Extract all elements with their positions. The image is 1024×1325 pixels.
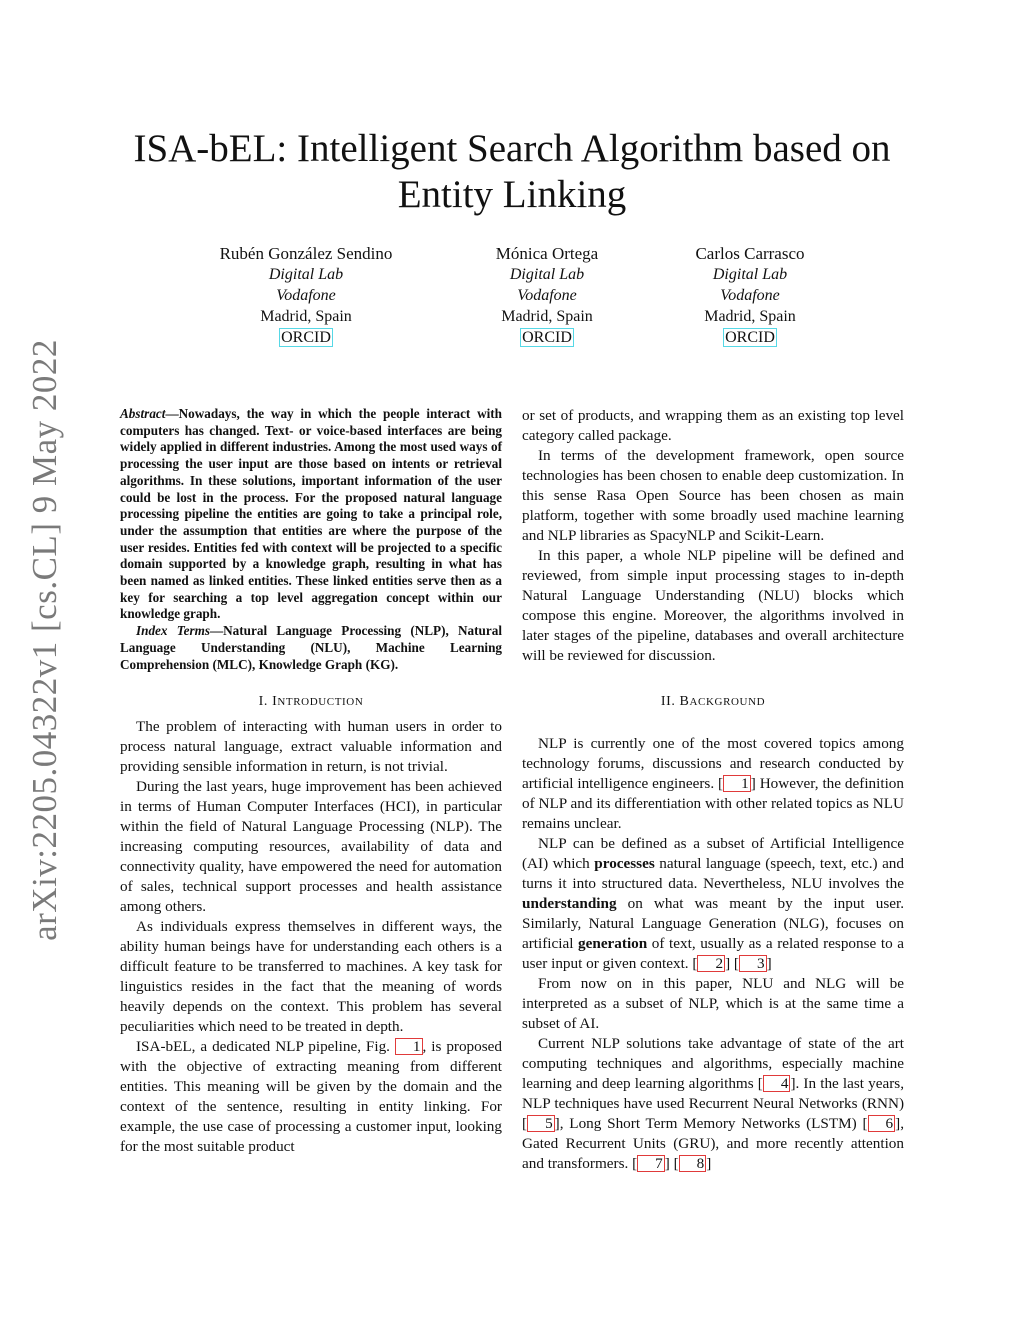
author-location: Madrid, Spain — [704, 308, 796, 325]
paragraph: In terms of the development framework, open source technologies has been chosen to enable deep customization. In this sense Rasa Open Source has been chosen as main platform, together with some broadly used machine learning and NLP libraries as SpacyNLP and Scikit-Learn. — [522, 447, 904, 544]
index-terms-text: —Natural Language Processing (NLP), Natural Language Understanding (NLU), Machine Learning Comprehension (MLC), Knowledge Graph (KG). — [120, 623, 502, 672]
author-name: Rubén González Sendino — [219, 244, 393, 263]
section-number: II. — [660, 694, 676, 709]
paragraph: Current NLP solutions take advantage of state of the art computing techniques and algorithms, especially machine learning and deep learning algorithms [ 4 ]. In the last years, NLP techniques have used Recurrent Neural Networks (RNN) [ 5 ], Long Short Term Memory Networks (LSTM) [ 6 ], Gated Recurrent Units (GRU), and more recently attention and transformers. [ 7 ] [ 8 ] — [522, 1035, 904, 1172]
citation-reference[interactable]: 7 — [637, 1155, 665, 1172]
orcid-link[interactable]: ORCID — [725, 329, 775, 346]
author-department: Digital Lab — [268, 266, 344, 283]
author-organization: Vodafone — [517, 287, 577, 304]
author-name: Mónica Ortega — [495, 244, 599, 263]
orcid-link[interactable]: ORCID — [281, 329, 331, 346]
author-location: Madrid, Spain — [260, 308, 352, 325]
section-title-cap: B — [679, 694, 690, 709]
paragraph: or set of products, and wrapping them as an existing top level category called package. — [522, 407, 904, 444]
citation-reference[interactable]: 1 — [723, 775, 751, 792]
orcid-link[interactable]: ORCID — [522, 329, 572, 346]
bold-term: processes — [594, 855, 655, 872]
index-terms — [120, 623, 502, 673]
author-block — [630, 243, 870, 348]
paragraph: During the last years, huge improvement has been achieved in terms of Human Computer Interfaces (HCI), in particular within the field of Natural Language Processing (NLP). The increasing computing resources, availability of data and connectivity quality, have empowered the need for automation of sales, technical support processes and health assistance among others. — [120, 778, 502, 916]
paragraph: The problem of interacting with human users in order to process natural language, extract valuable information and providing sensible information in return, is not trivial. — [120, 718, 502, 776]
paragraph — [120, 1037, 502, 1157]
text-run: ISA-bEL, a dedicated NLP pipeline, Fig. — [136, 1038, 395, 1056]
author-location: Madrid, Spain — [501, 308, 593, 325]
text-run: NLP is currently one of the most covered topics among technology forums, discussions and research conducted by artificial intelligence engineers. — [522, 735, 904, 792]
author-department: Digital Lab — [509, 266, 585, 283]
section-heading-introduction — [120, 692, 502, 712]
text-run: , Long Short Term Memory Networks (LSTM) — [559, 1115, 863, 1132]
citation-reference[interactable]: 3 — [739, 955, 767, 972]
paragraph: In this paper, a whole NLP pipeline will be defined and reviewed, from simple input processing stages to in-depth Natural Language Understanding (NLU) blocks which compose this engine. Moreover, the algorithms involved in later stages of the pipeline, databases and overall architecture will be reviewed for discussion. — [522, 547, 904, 664]
text-run: . In the last years, NLP techniques have used Recurrent Neural Networks (RNN) — [522, 1075, 904, 1112]
text-run: Current NLP solutions take advantage of state of the art computing techniques and algorithms, especially machine learning and deep learning algorithms — [522, 1035, 904, 1092]
text-run: , is proposed with the objective of extracting meaning from different entities. This meaning will be given by the domain and the context of the sentence, resulting in entity linking. For example, the use case of processing a customer input, looking for the most suitable product — [120, 1038, 502, 1156]
right-column — [522, 406, 904, 1174]
section-title-rest: NTRODUCTION — [277, 696, 364, 709]
citation-reference[interactable]: 8 — [679, 1155, 707, 1172]
citation-reference[interactable]: 6 — [868, 1115, 896, 1132]
citation-reference[interactable]: 4 — [763, 1075, 791, 1092]
text-run: natural language (speech, text, etc.) and turns it into structured data. Nevertheless, NLU involves the — [522, 855, 904, 892]
section-number: I. — [258, 694, 268, 710]
arxiv-identifier: arXiv:2205.04322v1 [cs.CL] 9 May 2022 — [25, 339, 64, 941]
author-block — [186, 243, 426, 348]
author-organization: Vodafone — [720, 287, 780, 304]
text-run: of text, usually as a related response to a user input or given context. — [522, 935, 905, 972]
author-department: Digital Lab — [712, 266, 788, 283]
author-name: Carlos Carrasco — [695, 244, 805, 263]
bold-term: generation — [578, 935, 648, 952]
abstract-text: —Nowadays, the way in which the people interact with computers has changed. Text- or voice-based interfaces are being widely applied in different industries. Among the most used ways of processing the user input are those based on intents or retrieval algorithms. In these solutions, important information of the user could be lost in the process. For the proposed natural language processing pipeline the entities are going to take a principal role, under the assumption that entities are where the purpose of the user resides. Entities fed with context will be projected to a specific domain supported by a knowledge graph, resulting in what has been named as linked entities. These linked entities serve then as a key for searching a top level aggregation concept within our knowledge graph. — [120, 406, 502, 622]
paragraph: As individuals express themselves in different ways, the ability human beings have for understanding each others is a difficult feature to be transferred to machines. A key task for linguistics resides in the fact that the meaning of words heavily depends on the context. This problem has several peculiarities which need to be treated in depth. — [120, 918, 502, 1036]
text-run: , Gated Recurrent Units (GRU), and more recently attention and transformers. — [522, 1115, 904, 1172]
paragraph: NLP is currently one of the most covered topics among technology forums, discussions and research conducted by artificial intelligence engineers. [ 1 ] However, the definition of NLP and its differentiation with other related topics as NLU remains unclear. — [522, 735, 904, 832]
citation-reference[interactable]: 2 — [697, 955, 725, 972]
index-terms-label: Index Terms — [136, 623, 210, 639]
author-organization: Vodafone — [276, 287, 336, 304]
paragraph: NLP can be defined as a subset of Artificial Intelligence (AI) which processes natural language (speech, text, etc.) and turns it into structured data. Nevertheless, NLU involves the understanding on what was meant by the input user. Similarly, Natural Language Generation (NLG), focuses on artificial generation of text, usually as a related response to a user input or given context. [ 2 ] [ 3 ] — [522, 835, 905, 972]
text-run: on what was meant by the input user. Similarly, Natural Language Generation (NLG), focuses on artificial — [522, 895, 904, 952]
paragraph: From now on in this paper, NLU and NLG will be interpreted as a subset of NLP, which is at the same time a subset of AI. — [522, 975, 904, 1032]
section-title-rest: ACKGROUND — [689, 696, 766, 708]
citation-reference[interactable]: 5 — [527, 1115, 555, 1132]
abstract — [120, 406, 502, 623]
text-run: However, the definition of NLP and its differentiation with other related topics as NLU remains unclear. — [522, 775, 904, 832]
text-run: NLP can be defined as a subset of Artificial Intelligence (AI) which — [522, 835, 904, 872]
paper-title: ISA-bEL: Intelligent Search Algorithm based on Entity Linking — [133, 127, 891, 216]
abstract-label: Abstract — [120, 406, 166, 421]
section-heading-background — [522, 692, 904, 712]
section-title-cap: I — [272, 694, 278, 710]
left-column — [120, 406, 502, 1157]
figure-reference[interactable]: 1 — [395, 1038, 423, 1055]
bold-term: understanding — [522, 895, 617, 912]
